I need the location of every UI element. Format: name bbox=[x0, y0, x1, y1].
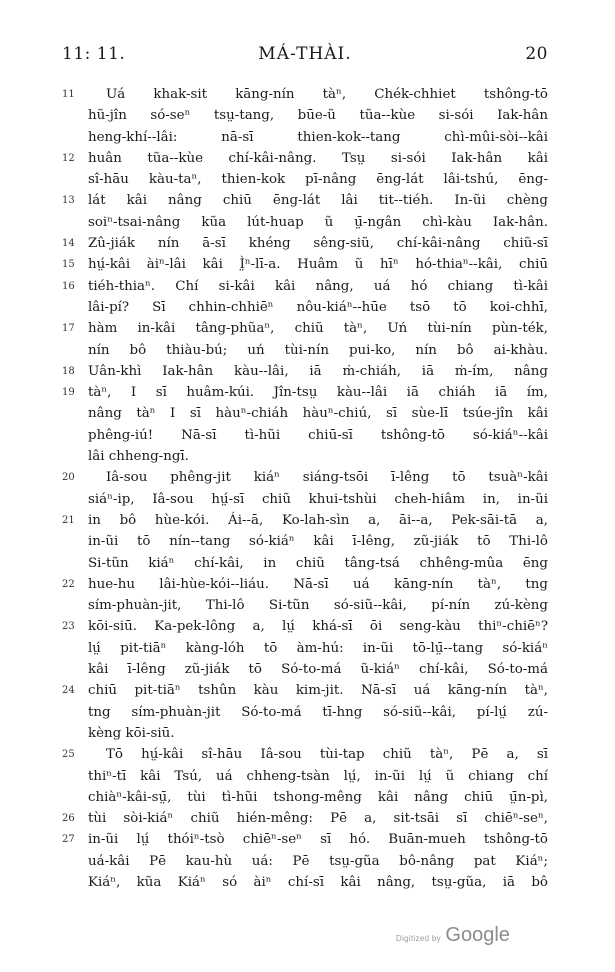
text-line bbox=[62, 276, 548, 297]
text-line bbox=[62, 233, 548, 254]
line-text: Uân-khì Iak-hân kàu--lâi, iā ṁ-chiáh, iā ṁ-ím, nâng bbox=[88, 363, 548, 379]
line-text: kōi-siū. Ka-pek-lông a, lṳ́ khá-sī ōi seng-kàu thiⁿ-chiēⁿ? bbox=[88, 619, 548, 635]
line-text: tng sím-phuàn-jit Só-to-má tī-hng só-siũ--kâi, pí-lṳ́ zú- bbox=[88, 704, 548, 720]
line-text: phêng-iú! Nā-sī tì-hũi chiū-sī tshông-tō só-kiáⁿ--kâi bbox=[88, 427, 548, 443]
line-text: hue-hu lâi-hùe-kói--liáu. Nā-sī uá kāng-nín tàⁿ, tng bbox=[88, 576, 548, 592]
line-text: tiéh-thiaⁿ. Chí si-kâi kâi nâng, uá hó chiang tì-kâi bbox=[88, 278, 548, 294]
verse-number: 17 bbox=[62, 323, 75, 335]
text-line bbox=[62, 190, 548, 211]
text-line bbox=[62, 744, 548, 765]
line-text: lâi chheng-ngī. bbox=[88, 449, 189, 465]
watermark-prefix: Digitized by bbox=[396, 934, 441, 943]
verse-number: 27 bbox=[62, 834, 75, 846]
verse-number: 13 bbox=[62, 195, 75, 207]
verse-number: 14 bbox=[62, 238, 75, 250]
line-text: in-ũi lṳ́ thóiⁿ-tsò chiēⁿ-seⁿ sī hó. Buān-mueh tshông-tō bbox=[88, 832, 548, 848]
line-text: soiⁿ-tsai-nâng kũa lút-huap ũ ṳ̄-ngân chì-kàu Iak-hân. bbox=[88, 214, 548, 230]
text-line bbox=[62, 680, 548, 701]
verse-number: 11 bbox=[62, 89, 75, 100]
text-line bbox=[62, 574, 548, 595]
text-line bbox=[62, 297, 548, 318]
text-line bbox=[62, 723, 548, 744]
text-line bbox=[62, 616, 548, 637]
text-line bbox=[62, 425, 548, 446]
line-text: kèng kōi-siū. bbox=[88, 725, 175, 741]
line-text: uá-kâi Pē kau-hù uá: Pē tsṳ-gũa bô-nâng pat Kiáⁿ; bbox=[88, 853, 548, 869]
verse-number: 24 bbox=[62, 685, 75, 697]
chapter-verse-ref: 11: 11. bbox=[62, 44, 126, 64]
line-text: huân tũa--kùe chí-kâi-nâng. Tsṳ si-sói Iak-hân kâi bbox=[88, 150, 548, 166]
text-line bbox=[62, 254, 548, 275]
line-text: tàⁿ, I sī huâm-kúi. Jîn-tsṳ kàu--lâi iā chiáh iā ím, bbox=[88, 385, 548, 401]
line-text: thiⁿ-tī kâi Tsú, uá chheng-tsàn lṳ́, in-ũi lṳ́ ũ chiang chí bbox=[88, 768, 548, 784]
digitized-by-watermark bbox=[396, 924, 510, 947]
verse-number: 15 bbox=[62, 259, 75, 271]
page-number: 20 bbox=[525, 44, 548, 64]
text-line bbox=[62, 510, 548, 531]
verse-number: 23 bbox=[62, 621, 75, 633]
text-line bbox=[62, 148, 548, 169]
line-text: lâi-pí? Sī chhin-chhiēⁿ nôu-kiáⁿ--hūe tsō tō koi-chhī, bbox=[88, 299, 548, 315]
text-line bbox=[62, 340, 548, 361]
verse-number: 12 bbox=[62, 152, 75, 164]
line-text: chiū pit-tiāⁿ tshûn kàu kim-jit. Nā-sī uá kāng-nín tàⁿ, bbox=[88, 683, 548, 699]
line-text: Zû-jiák nín ā-sī khéng sêng-siũ, chí-kâi-nâng chiũ-sī bbox=[88, 236, 548, 252]
verse-number: 25 bbox=[62, 749, 75, 761]
text-line bbox=[62, 318, 548, 339]
watermark-brand: Google bbox=[445, 924, 510, 946]
line-text: Kiáⁿ, kũa Kiáⁿ só àiⁿ chí-sī kâi nâng, tsṳ-gũa, iā bô bbox=[88, 874, 548, 890]
line-text: hũ-jîn só-seⁿ tsṳ-tang, būe-ũ tũa--kùe si-sói Iak-hân bbox=[88, 108, 548, 124]
text-line bbox=[62, 127, 548, 148]
text-line bbox=[62, 553, 548, 574]
text-line bbox=[62, 169, 548, 190]
text-line bbox=[62, 829, 548, 850]
line-text: lṳ́ pit-tiāⁿ kàng-lóh tō àm-hú: in-ũi tō-lṳ̄--tang só-kiáⁿ bbox=[88, 640, 548, 656]
line-text: in bô hùe-kói. Ái--ā, Ko-lah-sìn a, āi--a, Pek-sāi-tā a, bbox=[88, 512, 548, 528]
text-line bbox=[62, 105, 548, 126]
text-line bbox=[62, 446, 548, 467]
text-line bbox=[62, 467, 548, 488]
text-line bbox=[62, 595, 548, 616]
text-line bbox=[62, 808, 548, 829]
line-text: in-ũi tō nín--tang só-kiáⁿ kâi ī-lêng, zũ-jiák tō Thi-lô bbox=[88, 534, 548, 550]
line-text: chiàⁿ-kâi-sṳ̄, tùi tì-hũi tshong-mêng kâi nâng chiū ṳ̄n-pì, bbox=[88, 789, 548, 805]
text-line bbox=[62, 702, 548, 723]
text-line bbox=[62, 382, 548, 403]
verse-number: 21 bbox=[62, 514, 75, 526]
text-line bbox=[62, 84, 548, 105]
text-line bbox=[62, 361, 548, 382]
book-title: MÁ-THÀI. bbox=[258, 44, 352, 64]
text-line bbox=[62, 489, 548, 510]
verse-number: 22 bbox=[62, 578, 75, 590]
line-text: nâng tàⁿ I sī hàuⁿ-chiáh hàuⁿ-chiú, sī sùe-lī tsúe-jîn kâi bbox=[88, 406, 548, 422]
scripture-text bbox=[62, 84, 548, 893]
text-line bbox=[62, 403, 548, 424]
verse-number: 18 bbox=[62, 365, 75, 377]
verse-number: 20 bbox=[62, 472, 75, 484]
line-text: nín bô thiàu-bú; uń tùi-nín pui-ko, nín bô ai-khàu. bbox=[88, 342, 548, 358]
line-text: sím-phuàn-jit, Thi-lô Si-tũn só-siũ--kâi, pí-nín zú-kèng bbox=[88, 598, 548, 614]
line-text: Si-tũn kiáⁿ chí-kâi, in chiũ tâng-tsá chhêng-mûa ēng bbox=[88, 555, 548, 571]
text-line bbox=[62, 212, 548, 233]
text-line bbox=[62, 787, 548, 808]
line-text: Tō hṳ́-kâi sî-hāu Iâ-sou tùi-tap chiũ tàⁿ, Pē a, sī bbox=[106, 747, 548, 763]
verse-number: 19 bbox=[62, 387, 75, 399]
line-text: lát kâi nâng chiū ēng-lát lâi tit--tiéh. In-ũi chèng bbox=[88, 193, 548, 209]
line-text: hàm in-kâi tâng-phũaⁿ, chiũ tàⁿ, Uń tùi-nín pùn-ték, bbox=[88, 321, 548, 337]
text-line bbox=[62, 531, 548, 552]
line-text: kâi ī-lêng zũ-jiák tō Só-to-má ũ-kiáⁿ chí-kâi, Só-to-má bbox=[88, 662, 548, 678]
line-text: hṳ́-kâi àiⁿ-lâi kâi Ì̤ⁿ-lī-a. Huâm ũ hīⁿ hó-thiaⁿ--kâi, chiū bbox=[88, 257, 548, 273]
line-text: tùi sòi-kiáⁿ chiũ hién-mêng: Pē a, sit-tsāi sī chiēⁿ-seⁿ, bbox=[88, 811, 548, 827]
line-text: Iâ-sou phêng-jit kiáⁿ siáng-tsōi ī-lêng tō tsuàⁿ-kâi bbox=[106, 470, 548, 486]
line-text: sî-hāu kàu-taⁿ, thien-kok pī-nâng ēng-lát lâi-tshú, ēng- bbox=[88, 172, 548, 188]
text-line bbox=[62, 638, 548, 659]
verse-number: 26 bbox=[62, 813, 75, 825]
text-line bbox=[62, 872, 548, 893]
line-text: siáⁿ-ip, Iâ-sou hṳ́-sī chiũ khui-tshùi cheh-hiâm in, in-ũi bbox=[88, 491, 548, 507]
line-text: Uá khak-sit kāng-nín tàⁿ, Chék-chhiet tshông-tō bbox=[106, 87, 548, 102]
verse-number: 16 bbox=[62, 280, 75, 292]
line-text: heng-khí--lâi: nā-sī thien-kok--tang chì-mûi-sòi--kâi bbox=[88, 129, 548, 145]
running-header bbox=[62, 44, 548, 68]
text-line bbox=[62, 659, 548, 680]
text-line bbox=[62, 766, 548, 787]
text-line bbox=[62, 851, 548, 872]
